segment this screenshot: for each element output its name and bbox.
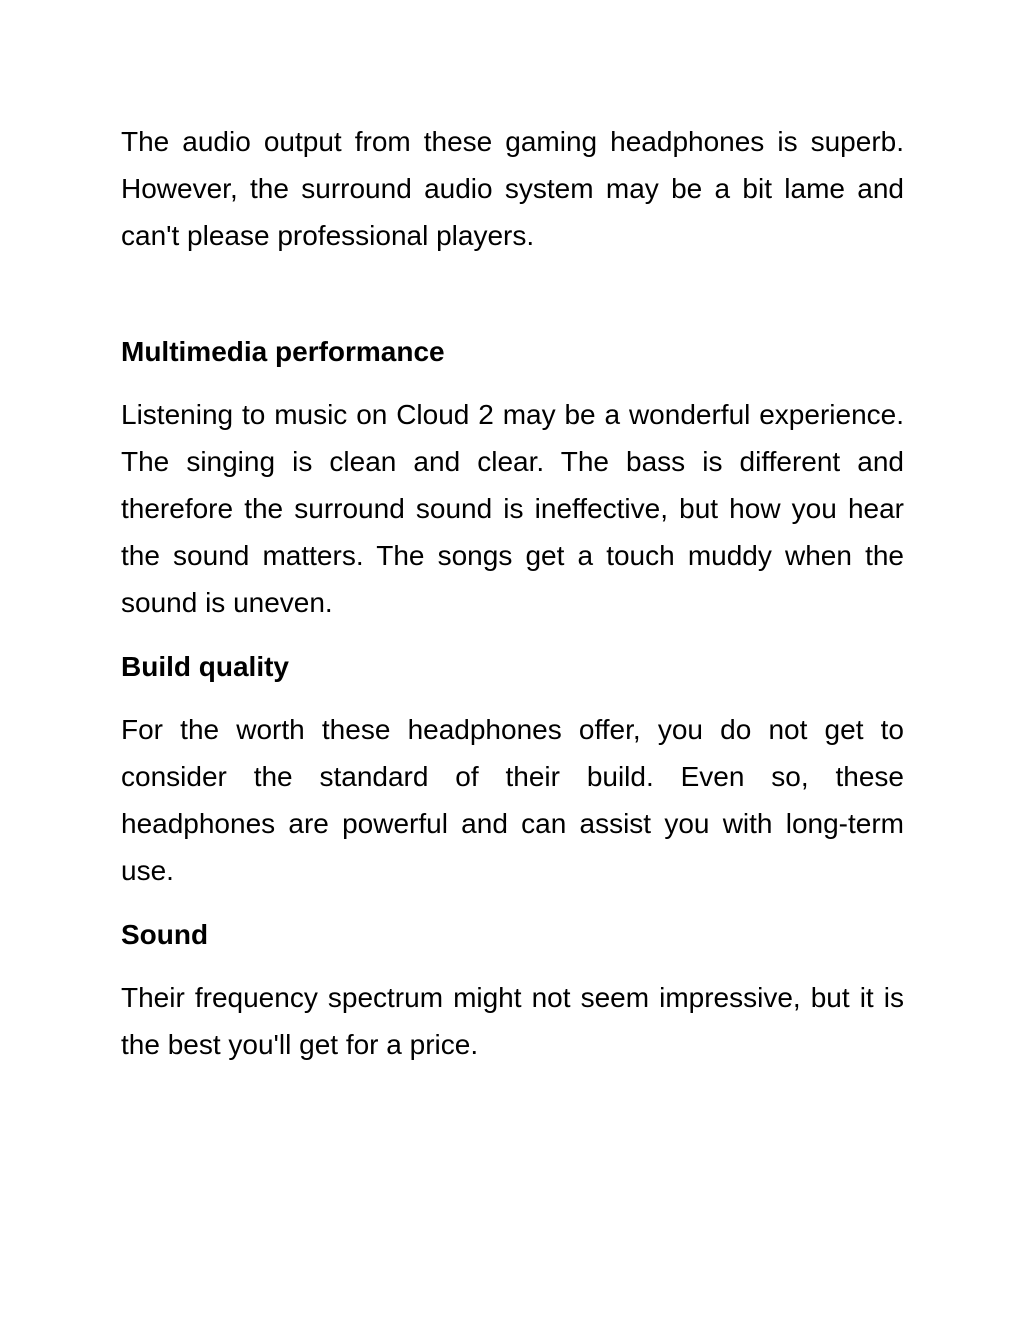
paragraph-sound: Their frequency spectrum might not seem impressive, but it is the best you'll get for a price. xyxy=(121,982,904,1060)
intro-paragraph: The audio output from these gaming headphones is superb. However, the surround audio system may be a bit lame and can't please professional players. xyxy=(121,126,904,251)
paragraph-build-quality: For the worth these headphones offer, you do not get to consider the standard of their build. Even so, these headphones are powerful and can assist you with long-term use. xyxy=(121,714,904,886)
heading-build-quality: Build quality xyxy=(121,651,289,682)
paragraph-multimedia-performance: Listening to music on Cloud 2 may be a wonderful experience. The singing is clean and clear. The bass is different and therefore the surround sound is ineffective, but how you hear the sound matters. The songs get a touch muddy when the sound is uneven. xyxy=(121,399,904,618)
heading-sound: Sound xyxy=(121,919,209,950)
document-page xyxy=(121,118,904,1068)
heading-multimedia-performance: Multimedia performance xyxy=(121,336,445,367)
